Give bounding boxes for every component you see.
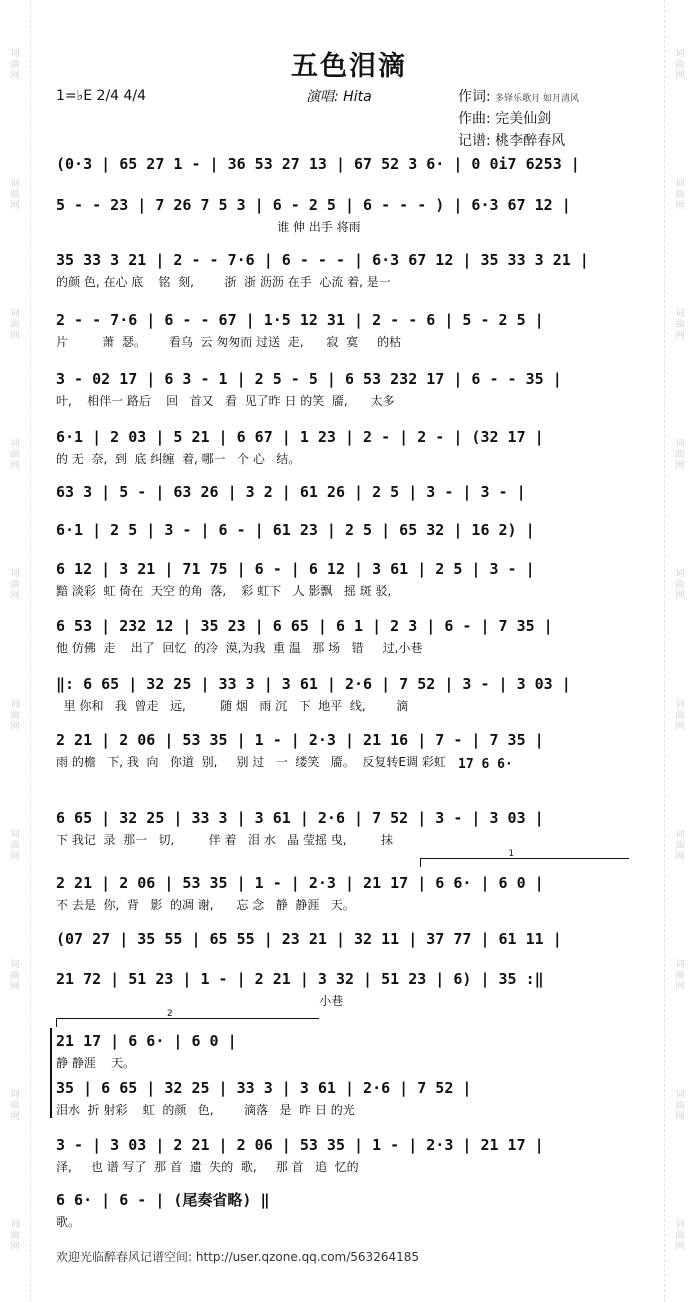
lyrics-line: 静 静涯 天。 — [56, 1056, 136, 1070]
watermark-text: 词 曲 网 — [675, 439, 685, 472]
watermark-text: 词 曲 网 — [675, 1220, 685, 1253]
lyrics-line: 的 无 奈, 到 底 纠缠 着, 哪一 个 心 结。 — [56, 452, 301, 466]
lyricist-label: 作词: — [458, 89, 491, 105]
lyrics-line: 歌。 — [56, 1215, 81, 1229]
watermark-text: 词 曲 网 — [10, 699, 20, 732]
lyrics-line: 小巷 — [56, 994, 344, 1008]
watermark-text: 词 曲 网 — [10, 439, 20, 472]
watermark-text: 词 曲 网 — [675, 829, 685, 862]
notation-line: 63 3 | 5 - | 63 26 | 3 2 | 61 26 | 2 5 | 3 - | 3 - | — [56, 483, 526, 501]
lyrics-line: 他 仿佛 走 出了 回忆 的冷 漠,为我 重 温 那 场 错 过,小巷 — [56, 641, 423, 655]
watermark-text: 词 曲 网 — [675, 48, 685, 81]
notation-line: 21 17 | 6 6· | 6 0 | — [56, 1032, 237, 1050]
notation-line: 6 12 | 3 21 | 71 75 | 6 - | 6 12 | 3 61 | 2 5 | 3 - | — [56, 560, 535, 578]
notation-line: 6·1 | 2 03 | 5 21 | 6 67 | 1 23 | 2 - | 2 - | (32 17 | — [56, 428, 544, 446]
watermark-text: 词 曲 网 — [10, 1220, 20, 1253]
lyrics-line: 泪水 折 射彩 虹 的颜 色, 滴落 是 昨 日 的光 — [56, 1103, 355, 1117]
notation-line: (07 27 | 35 55 | 65 55 | 23 21 | 32 11 | 37 77 | 61 11 | — [56, 930, 562, 948]
lyrics-line: 谁 伸 出手 将雨 — [56, 220, 361, 234]
notation-line: ‖: 6 65 | 32 25 | 33 3 | 3 61 | 2·6 | 7 52 | 3 - | 3 03 | — [56, 675, 571, 693]
notation-line: 6 53 | 232 12 | 35 23 | 6 65 | 6 1 | 2 3 | 6 - | 7 35 | — [56, 617, 553, 635]
volta-number: 1 — [508, 849, 515, 859]
score-sheet — [44, 0, 654, 1302]
watermark-text: 词 曲 网 — [10, 829, 20, 862]
lyricist-names: 多铎乐歌月 如月清风 — [495, 94, 580, 104]
key-signature: 1=♭E 2/4 4/4 — [56, 88, 147, 104]
notation-line: 21 72 | 51 23 | 1 - | 2 21 | 3 32 | 51 23 | 6) | 35 :‖ — [56, 970, 544, 988]
notation-line: 2 21 | 2 06 | 53 35 | 1 - | 2·3 | 21 16 | 7 - | 7 35 | — [56, 731, 544, 749]
song-title: 五色泪滴 — [291, 51, 407, 82]
watermark-text: 词 曲 网 — [10, 48, 20, 81]
lyrics-line: 下 我记 录 那一 切, 伴 着 泪 水 晶 莹摇 曳, 抹 — [56, 833, 393, 847]
system-bracket — [50, 1028, 52, 1118]
transcriber-credit: 记谱: 桃李醉春风 — [458, 133, 566, 149]
alternate-notes: 17 6 6· — [458, 757, 513, 772]
watermark-text: 词 曲 网 — [675, 1090, 685, 1123]
footer-link-text: 欢迎光临醉春风记谱空间: http://user.qzone.qq.com/563264185 — [56, 1250, 420, 1264]
lyrics-line: 泽, 也 谱 写了 那 首 遗 失的 歌, 那 首 追 忆的 — [56, 1160, 359, 1174]
right-watermark-strip — [664, 0, 695, 1302]
watermark-text: 词 曲 网 — [675, 699, 685, 732]
left-watermark-strip — [0, 0, 31, 1302]
lyrics-line: 片 萧 瑟。 看乌 云 匆匆而 过送 走, 寂 寞 的枯 — [56, 335, 402, 349]
lyrics-line: 雨 的檐 下, 我 向 你道 别, 别 过 一 缕笑 靥。 反复转E调 彩虹 — [56, 755, 446, 769]
volta-number: 2 — [167, 1009, 173, 1019]
notation-line: 3 - | 3 03 | 2 21 | 2 06 | 53 35 | 1 - | 2·3 | 21 17 | — [56, 1136, 544, 1154]
lyrics-line: 黯 淡彩 虹 倚在 天空 的角 落, 彩 虹下 人 影飘 摇 斑 驳, — [56, 584, 392, 598]
notation-line: (0·3 | 65 27 1 - | 36 53 27 13 | 67 52 3 6· | 0 0i7 6253 | — [56, 155, 580, 173]
lyrics-line: 不 去是 你, 背 影 的凋 谢, 忘 念 静 静涯 天。 — [56, 898, 355, 912]
notation-line: 35 33 3 21 | 2 - - 7·6 | 6 - - - | 6·3 67 12 | 35 33 3 21 | — [56, 251, 589, 269]
notation-line: 6 65 | 32 25 | 33 3 | 3 61 | 2·6 | 7 52 | 3 - | 3 03 | — [56, 809, 544, 827]
notation-line: 2 21 | 2 06 | 53 35 | 1 - | 2·3 | 21 17 | 6 6· | 6 0 | — [56, 874, 544, 892]
watermark-text: 词 曲 网 — [675, 959, 685, 992]
notation-line: 5 - - 23 | 7 26 7 5 3 | 6 - 2 5 | 6 - - - ) | 6·3 67 12 | — [56, 196, 571, 214]
lyrics-line: 的颜 色, 在心 底 铭 刻, 浙 浙 沥沥 在手 心流 着, 是一 — [56, 275, 391, 289]
watermark-text: 词 曲 网 — [675, 308, 685, 341]
second-ending-bracket — [56, 1009, 319, 1027]
lyrics-line: 里 你和 我 曾走 远, 随 烟 雨 沉 下 地平 线, 滴 — [56, 699, 409, 713]
watermark-text: 词 曲 网 — [10, 569, 20, 602]
notation-line: 6·1 | 2 5 | 3 - | 6 - | 61 23 | 2 5 | 65 32 | 16 2) | — [56, 521, 535, 539]
notation-line: 35 | 6 65 | 32 25 | 33 3 | 3 61 | 2·6 | 7 52 | — [56, 1079, 472, 1097]
lyricist-credit — [458, 86, 579, 106]
notation-line: 6 6· | 6 - | (尾奏省略) ‖ — [56, 1191, 270, 1209]
watermark-text: 词 曲 网 — [10, 308, 20, 341]
singer-credit: 演唱: Hita — [306, 89, 372, 105]
composer-credit: 作曲: 完美仙剑 — [458, 111, 552, 127]
watermark-text: 词 曲 网 — [675, 569, 685, 602]
lyrics-line: 叶, 相伴一 路后 回 首又 看 见了昨 日 的笑 靥, 太多 — [56, 394, 395, 408]
watermark-text: 词 曲 网 — [10, 178, 20, 211]
watermark-text: 词 曲 网 — [10, 959, 20, 992]
first-ending-bracket — [420, 849, 629, 867]
notation-line: 3 - 02 17 | 6 3 - 1 | 2 5 - 5 | 6 53 232 17 | 6 - - 35 | — [56, 370, 562, 388]
watermark-text: 词 曲 网 — [10, 1090, 20, 1123]
watermark-text: 词 曲 网 — [675, 178, 685, 211]
notation-line: 2 - - 7·6 | 6 - - 67 | 1·5 12 31 | 2 - - 6 | 5 - 2 5 | — [56, 311, 544, 329]
